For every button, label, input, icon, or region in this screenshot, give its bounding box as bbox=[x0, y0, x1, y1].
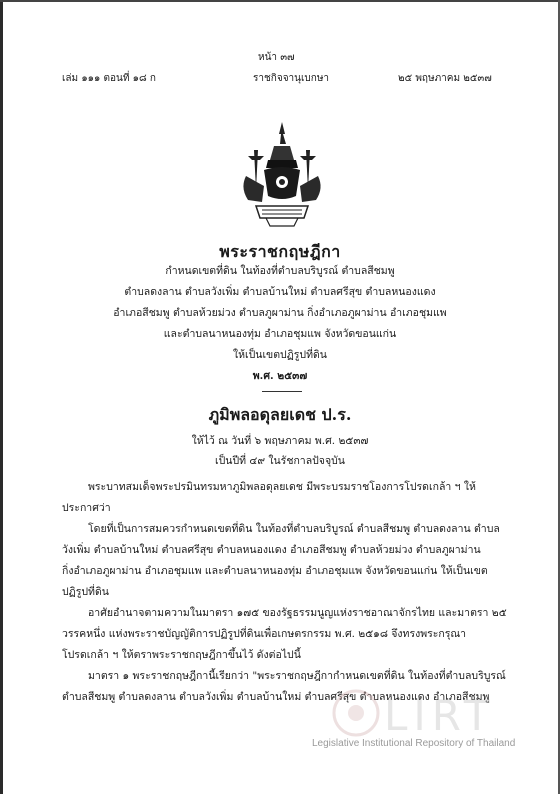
decree-title: พระราชกฤษฎีกา bbox=[219, 242, 341, 261]
page-edge-top bbox=[0, 0, 560, 2]
lirt-logo-text: LIRT bbox=[384, 691, 496, 740]
body-line: มาตรา ๑ พระราชกฤษฎีกานี้เรียกว่า "พระราชกฤษฎีกากำหนดเขตที่ดิน ในท้องที่ตำบลบริบูรณ์ bbox=[88, 670, 506, 682]
body-line: วรรคหนึ่ง แห่งพระราชบัญญัติการปฏิรูปที่ดินเพื่อเกษตรกรรม พ.ศ. ๒๕๑๘ จึงทรงพระกรุณา bbox=[62, 628, 467, 640]
subtitle-line: อำเภอสีชมพู ตำบลห้วยม่วง ตำบลภูผาม่าน กิ่งอำเภอภูผาม่าน อำเภอชุมแพ bbox=[113, 307, 447, 319]
body-line: วังเพิ่ม ตำบลบ้านใหม่ ตำบลศรีสุข ตำบลหนองแดง อำเภอสีชมพู ตำบลห้วยม่วง ตำบลภูผาม่าน bbox=[62, 544, 481, 556]
subtitle-line: กำหนดเขตที่ดิน ในท้องที่ตำบลบริบูรณ์ ตำบลสีชมพู bbox=[165, 265, 395, 277]
subtitle-line: ให้เป็นเขตปฏิรูปที่ดิน bbox=[232, 349, 327, 361]
reign-year: เป็นปีที่ ๔๙ ในรัชกาลปัจจุบัน bbox=[215, 455, 345, 467]
royal-crest-icon bbox=[236, 120, 328, 232]
body-line: อาศัยอำนาจตามความในมาตรา ๑๗๕ ของรัฐธรรมนูญแห่งราชอาณาจักรไทย และมาตรา ๒๕ bbox=[88, 607, 507, 619]
divider bbox=[262, 391, 302, 392]
page-edge bbox=[0, 0, 3, 794]
royal-signature: ภูมิพลอดุลยเดช ป.ร. bbox=[208, 405, 352, 424]
subtitle-line: และตำบลนาหนองทุ่ม อำเภอชุมแพ จังหวัดขอนแก่น bbox=[163, 328, 397, 340]
body-line: พระบาทสมเด็จพระปรมินทรมหาภูมิพลอดุลยเดช มีพระบรมราชโองการโปรดเกล้า ฯ ให้ bbox=[88, 481, 476, 493]
publication-date: ๒๕ พฤษภาคม ๒๕๓๗ bbox=[398, 73, 492, 84]
body-line: ปฏิรูปที่ดิน bbox=[62, 586, 109, 598]
volume-issue: เล่ม ๑๑๑ ตอนที่ ๑๘ ก bbox=[62, 73, 156, 84]
given-date: ให้ไว้ ณ วันที่ ๖ พฤษภาคม พ.ศ. ๒๕๓๗ bbox=[191, 435, 369, 447]
body-line: กิ่งอำเภอภูผาม่าน อำเภอชุมแพ และตำบลนาหนองทุ่ม อำเภอชุมแพ จังหวัดขอนแก่น ให้เป็นเขต bbox=[62, 565, 488, 577]
body-line: โดยที่เป็นการสมควรกำหนดเขตที่ดิน ในท้องที่ตำบลบริบูรณ์ ตำบลสีชมพู ตำบลดงลาน ตำบล bbox=[88, 523, 500, 535]
watermark-caption: Legislative Institutional Repository of Thailand bbox=[312, 738, 516, 749]
page-number: หน้า ๓๗ bbox=[258, 52, 295, 63]
body-line: ตำบลสีชมพู ตำบลดงลาน ตำบลวังเพิ่ม ตำบลบ้านใหม่ ตำบลศรีสุข ตำบลหนองแดง อำเภอสีชมพู bbox=[62, 691, 490, 703]
gazette-name: ราชกิจจานุเบกษา bbox=[253, 73, 330, 84]
body-line: ประกาศว่า bbox=[62, 502, 111, 514]
lirt-logo-icon bbox=[328, 686, 528, 740]
body-line: โปรดเกล้า ฯ ให้ตราพระราชกฤษฎีกาขึ้นไว้ ดังต่อไปนี้ bbox=[62, 649, 301, 661]
decree-year: พ.ศ. ๒๕๓๗ bbox=[252, 370, 308, 382]
subtitle-line: ตำบลดงลาน ตำบลวังเพิ่ม ตำบลบ้านใหม่ ตำบลศรีสุข ตำบลหนองแดง bbox=[124, 286, 436, 298]
